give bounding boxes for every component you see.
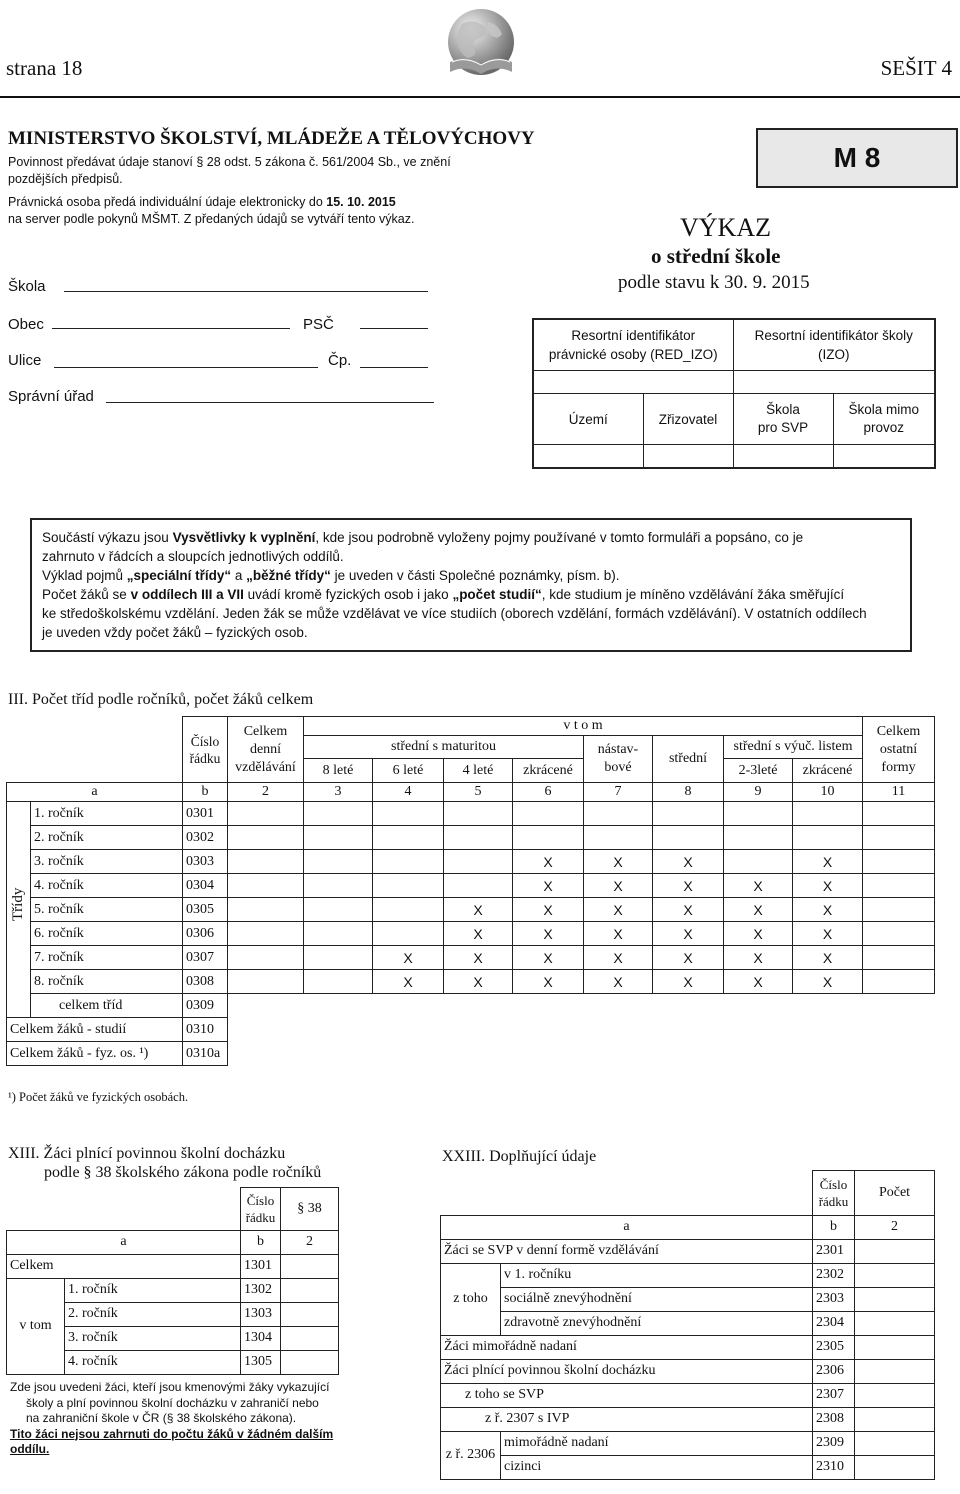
deadline-date: 15. 10. 2015	[326, 195, 396, 209]
crossed-cell: X	[653, 850, 724, 874]
ministry-line2: pozdějších předpisů.	[8, 172, 123, 186]
input-cell[interactable]	[373, 874, 444, 898]
blank-cell	[373, 1018, 444, 1042]
s23-r2308-label: z ř. 2307 s IVP	[441, 1407, 813, 1431]
crossed-cell: X	[513, 850, 584, 874]
skola-label: Škola	[8, 278, 46, 295]
blank-cell	[793, 1018, 863, 1042]
crossed-cell: X	[724, 922, 793, 946]
input-cell[interactable]	[863, 922, 935, 946]
crossed-cell: X	[584, 922, 653, 946]
blank-cell	[304, 994, 373, 1018]
blank-cell	[724, 1018, 793, 1042]
s3-letter-4: 4	[373, 783, 444, 802]
obec-field[interactable]	[52, 328, 290, 329]
crossed-cell: X	[444, 898, 513, 922]
psc-field[interactable]	[360, 328, 428, 329]
red-izo-label: Resortní identifikátor právnické osoby (RED_IZO)	[533, 319, 733, 371]
input-cell[interactable]	[281, 1350, 339, 1374]
header-rule	[0, 96, 960, 98]
crossed-cell: X	[584, 970, 653, 994]
input-cell[interactable]	[281, 1278, 339, 1302]
crossed-cell: X	[793, 898, 863, 922]
blank-cell	[444, 994, 513, 1018]
form-code-box	[756, 128, 958, 188]
crossed-cell: X	[373, 970, 444, 994]
blank-cell	[584, 994, 653, 1018]
s23-r2305-label: Žáci mimořádně nadaní	[441, 1335, 813, 1359]
blank-cell	[513, 1042, 584, 1066]
blank-cell	[228, 1018, 304, 1042]
s3-letter-11: 11	[863, 783, 935, 802]
mimo-provoz-input[interactable]	[833, 445, 935, 469]
uzemi-label: Území	[533, 394, 643, 445]
table-row	[7, 1018, 935, 1042]
s13-note-1: Zde jsou uvedeni žáci, kteří jsou kmenovými žáky vykazující	[10, 1380, 330, 1394]
s23-r2305-code: 2305	[813, 1335, 855, 1359]
blank-cell	[228, 994, 304, 1018]
s3-letter-2: 2	[228, 783, 304, 802]
volume-label: SEŠIT 4	[880, 56, 952, 80]
psc-label: PSČ	[303, 316, 334, 333]
blank-cell	[724, 1042, 793, 1066]
blank-cell	[513, 994, 584, 1018]
s3-h-maturita: střední s maturitou	[304, 736, 584, 759]
s23-zr2306: z ř. 2306	[441, 1431, 501, 1479]
section13-table	[6, 1187, 339, 1375]
crossed-cell: X	[724, 970, 793, 994]
table-row	[7, 898, 935, 922]
input-cell[interactable]	[863, 826, 935, 850]
input-cell[interactable]	[513, 826, 584, 850]
row-label: 8. ročník	[31, 970, 183, 994]
input-cell[interactable]	[724, 850, 793, 874]
crossed-cell: X	[793, 922, 863, 946]
blank-cell	[304, 1018, 373, 1042]
row-code: 1304	[241, 1326, 281, 1350]
s3-letter-10: 10	[793, 783, 863, 802]
s23-r2303-code: 2303	[813, 1287, 855, 1311]
ulice-label: Ulice	[8, 352, 42, 369]
row-label: celkem tříd	[31, 994, 183, 1018]
s23-r2303-label: sociálně znevýhodnění	[501, 1287, 813, 1311]
s23-r2306-label: Žáci plnící povinnou školní docházku	[441, 1359, 813, 1383]
table-row	[7, 1278, 339, 1302]
vykaz-subtitle: o střední škole	[651, 244, 781, 268]
table-row	[7, 922, 935, 946]
note-paragraph-3b: ke středoškolskému vzdělání. Jeden žák se může vzdělávat ve více studiích (oborech vzdělání, formách vzdělávání). V ostatních oddílech	[42, 606, 867, 621]
table-row	[7, 874, 935, 898]
blank-cell	[584, 1042, 653, 1066]
s13-corner	[7, 1188, 241, 1231]
s3-h-zkracene: zkrácené	[513, 759, 584, 783]
row-label: 3. ročník	[31, 850, 183, 874]
s13-note-5: oddílu.	[10, 1442, 50, 1456]
input-cell[interactable]	[373, 898, 444, 922]
s23-r2306-value[interactable]	[855, 1359, 935, 1383]
row-code: 0309	[183, 994, 228, 1018]
row-label: Celkem žáků - studií	[7, 1018, 183, 1042]
s23-letter-2: 2	[855, 1215, 935, 1239]
identifier-table	[532, 318, 936, 469]
s23-r2309-code: 2309	[813, 1431, 855, 1455]
cp-label: Čp.	[328, 352, 352, 369]
input-cell[interactable]	[304, 898, 373, 922]
row-code: 0307	[183, 946, 228, 970]
vykaz-title: VÝKAZ	[680, 213, 771, 242]
row-label: 3. ročník	[65, 1326, 241, 1350]
input-cell[interactable]	[444, 850, 513, 874]
crossed-cell: X	[793, 850, 863, 874]
s23-r2302-label: v 1. ročníku	[501, 1263, 813, 1287]
s23-r2304-value[interactable]	[855, 1311, 935, 1335]
note-paragraph-3: Počet žáků se v oddílech III a VII uvádí kromě fyzických osob i jako „počet studií“, kde studium je míněno vzdělávání žáka směřující	[42, 587, 845, 602]
section3-footnote: ¹) Počet žáků ve fyzických osobách.	[8, 1090, 189, 1104]
s23-h-cislo: Číslo řádku	[813, 1171, 855, 1216]
form-code: M 8	[833, 142, 881, 173]
row-label: 5. ročník	[31, 898, 183, 922]
crossed-cell: X	[793, 946, 863, 970]
s3-letter-7: 7	[584, 783, 653, 802]
input-cell[interactable]	[281, 1302, 339, 1326]
ministry-line1: Povinnost předávat údaje stanoví § 28 odst. 5 zákona č. 561/2004 Sb., ve znění	[8, 155, 451, 169]
table-row	[7, 946, 935, 970]
blank-cell	[863, 994, 935, 1018]
row-code: 1302	[241, 1278, 281, 1302]
svp-input[interactable]	[733, 445, 833, 469]
row-label: 2. ročník	[65, 1302, 241, 1326]
crossed-cell: X	[653, 874, 724, 898]
tridy-label	[7, 802, 31, 1018]
crossed-cell: X	[724, 874, 793, 898]
note-paragraph-1: Součástí výkazu jsou Vysvětlivky k vyplnění, kde jsou podrobně vyloženy pojmy používané v tomto formuláři a popsáno, co je	[42, 530, 804, 545]
crossed-cell: X	[444, 970, 513, 994]
s3-h-cislo: Číslo řádku	[183, 717, 228, 783]
input-cell[interactable]	[724, 826, 793, 850]
ulice-field[interactable]	[54, 367, 318, 368]
s3-h-celkem: Celkem denní vzdělávání	[228, 717, 304, 783]
input-cell[interactable]	[373, 802, 444, 826]
input-cell[interactable]	[304, 826, 373, 850]
s3-letter-b: b	[183, 783, 228, 802]
input-cell[interactable]	[724, 802, 793, 826]
input-cell[interactable]	[304, 946, 373, 970]
table-row	[7, 850, 935, 874]
input-cell[interactable]	[228, 946, 304, 970]
s23-r2307-value[interactable]	[855, 1383, 935, 1407]
row-label: 7. ročník	[31, 946, 183, 970]
row-code: 1305	[241, 1350, 281, 1374]
crossed-cell: X	[584, 874, 653, 898]
red-izo-input[interactable]	[533, 371, 733, 394]
blank-cell	[653, 1042, 724, 1066]
input-cell[interactable]	[584, 802, 653, 826]
input-cell[interactable]	[863, 874, 935, 898]
row-label: 4. ročník	[65, 1350, 241, 1374]
ministry-line4: na server podle pokynů MŠMT. Z předaných údajů se vytváří tento výkaz.	[8, 212, 415, 226]
s13-note-2: školy a plní povinnou školní docházku v zahraničí nebo	[26, 1395, 319, 1410]
input-cell[interactable]	[863, 946, 935, 970]
s13-h-38: § 38	[281, 1188, 339, 1231]
crossed-cell: X	[373, 946, 444, 970]
svp-label: Škola pro SVP	[733, 394, 833, 445]
crossed-cell: X	[444, 946, 513, 970]
s3-h-nastavbove: nástav-bové	[584, 736, 653, 783]
input-cell[interactable]	[304, 802, 373, 826]
section3-corner	[7, 717, 183, 783]
s23-r2310-code: 2310	[813, 1455, 855, 1479]
s13-vtom: v tom	[7, 1278, 65, 1374]
input-cell[interactable]	[863, 898, 935, 922]
blank-cell	[863, 1042, 935, 1066]
blank-cell	[444, 1042, 513, 1066]
izo-input[interactable]	[733, 371, 935, 394]
input-cell[interactable]	[373, 850, 444, 874]
skola-field[interactable]	[64, 291, 428, 292]
uzemi-input[interactable]	[533, 445, 643, 469]
input-cell[interactable]	[228, 898, 304, 922]
crossed-cell: X	[793, 970, 863, 994]
cp-field[interactable]	[360, 367, 428, 368]
blank-cell	[228, 1042, 304, 1066]
section3-table	[6, 716, 935, 1066]
s13-letter-b: b	[241, 1230, 281, 1254]
section13-note	[10, 1380, 333, 1458]
input-cell[interactable]	[228, 802, 304, 826]
row-label: 2. ročník	[31, 826, 183, 850]
row-code: 0302	[183, 826, 228, 850]
input-cell[interactable]	[228, 826, 304, 850]
s23-r2304-code: 2304	[813, 1311, 855, 1335]
input-cell[interactable]	[863, 970, 935, 994]
crossed-cell: X	[653, 898, 724, 922]
input-cell[interactable]	[653, 826, 724, 850]
blank-cell	[793, 1042, 863, 1066]
s13-celkem-code: 1301	[241, 1254, 281, 1278]
input-cell[interactable]	[793, 826, 863, 850]
crossed-cell: X	[584, 898, 653, 922]
spravni-urad-field[interactable]	[106, 402, 434, 403]
s23-letter-a: a	[441, 1215, 813, 1239]
s3-letter-a: a	[7, 783, 183, 802]
s13-celkem-value[interactable]	[281, 1254, 339, 1278]
input-cell[interactable]	[863, 850, 935, 874]
crossed-cell: X	[724, 946, 793, 970]
s3-h-stredni: střední	[653, 736, 724, 783]
section23-title: XXIII. Doplňující údaje	[442, 1148, 597, 1165]
blank-cell	[304, 1042, 373, 1066]
crossed-cell: X	[724, 898, 793, 922]
s23-r2301-value[interactable]	[855, 1239, 935, 1263]
row-code: 0308	[183, 970, 228, 994]
table-row	[7, 970, 935, 994]
crossed-cell: X	[513, 970, 584, 994]
input-cell[interactable]	[793, 802, 863, 826]
s3-h-4: 4 leté	[444, 759, 513, 783]
blank-cell	[863, 1018, 935, 1042]
crossed-cell: X	[653, 970, 724, 994]
row-label: 1. ročník	[65, 1278, 241, 1302]
s3-letter-6: 6	[513, 783, 584, 802]
input-cell[interactable]	[373, 826, 444, 850]
s23-r2307-label: z toho se SVP	[441, 1383, 813, 1407]
s23-r2309-value[interactable]	[855, 1431, 935, 1455]
note-paragraph-3c: je uveden vždy počet žáků – fyzických osob.	[42, 625, 308, 640]
s23-r2301-code: 2301	[813, 1239, 855, 1263]
row-label: 6. ročník	[31, 922, 183, 946]
s3-h-6: 6 leté	[373, 759, 444, 783]
row-code: 0303	[183, 850, 228, 874]
table-row	[7, 802, 935, 826]
s23-r2303-value[interactable]	[855, 1287, 935, 1311]
blank-cell	[653, 994, 724, 1018]
blank-cell	[584, 1018, 653, 1042]
s23-r2306-code: 2306	[813, 1359, 855, 1383]
s23-r2304-label: zdravotně znevýhodnění	[501, 1311, 813, 1335]
section23-table	[440, 1170, 935, 1480]
row-label: 4. ročník	[31, 874, 183, 898]
page-number: strana 18	[6, 56, 83, 80]
s23-r2302-value[interactable]	[855, 1263, 935, 1287]
s23-r2308-code: 2308	[813, 1407, 855, 1431]
s3-h-23: 2-3leté	[724, 759, 793, 783]
spravni-urad-label: Správní úřad	[8, 388, 94, 405]
s3-letter-8: 8	[653, 783, 724, 802]
s23-r2310-label: cizinci	[501, 1455, 813, 1479]
blank-cell	[724, 994, 793, 1018]
crossed-cell: X	[584, 946, 653, 970]
input-cell[interactable]	[228, 970, 304, 994]
input-cell[interactable]	[584, 826, 653, 850]
row-code: 0301	[183, 802, 228, 826]
obec-label: Obec	[8, 316, 44, 333]
input-cell[interactable]	[444, 802, 513, 826]
row-code: 1303	[241, 1302, 281, 1326]
blank-cell	[373, 994, 444, 1018]
tridy-text: Třídy	[10, 887, 26, 921]
blank-cell	[444, 1018, 513, 1042]
zrizovatel-label: Zřizovatel	[643, 394, 733, 445]
s3-h-vtom: v t o m	[304, 717, 863, 736]
input-cell[interactable]	[444, 874, 513, 898]
s23-corner	[441, 1171, 813, 1216]
input-cell[interactable]	[444, 826, 513, 850]
row-code: 0310	[183, 1018, 228, 1042]
globe-book-logo	[440, 4, 522, 86]
crossed-cell: X	[513, 922, 584, 946]
s3-letter-3: 3	[304, 783, 373, 802]
crossed-cell: X	[513, 874, 584, 898]
s3-h-zkracene2: zkrácené	[793, 759, 863, 783]
row-code: 0310a	[183, 1042, 228, 1066]
s23-r2309-label: mimořádně nadaní	[501, 1431, 813, 1455]
s23-r2305-value[interactable]	[855, 1335, 935, 1359]
input-cell[interactable]	[304, 922, 373, 946]
s13-h-cislo: Číslo řádku	[241, 1188, 281, 1231]
crossed-cell: X	[513, 946, 584, 970]
vykaz-date: podle stavu k 30. 9. 2015	[618, 272, 810, 293]
table-row	[7, 1042, 935, 1066]
s13-letter-a: a	[7, 1230, 241, 1254]
s3-h-ostatni: Celkem ostatní formy	[863, 717, 935, 783]
crossed-cell: X	[513, 898, 584, 922]
row-code: 0305	[183, 898, 228, 922]
s23-h-pocet: Počet	[855, 1171, 935, 1216]
s3-letter-5: 5	[444, 783, 513, 802]
section3-title: III. Počet tříd podle ročníků, počet žáků celkem	[8, 691, 314, 708]
s3-h-vyuc: střední s výuč. listem	[724, 736, 863, 759]
table-row	[7, 994, 935, 1018]
ministry-line3	[8, 195, 396, 209]
note-paragraph-1b: zahrnuto v řádcích a sloupcích jednotlivých oddílů.	[42, 549, 344, 564]
input-cell[interactable]	[228, 922, 304, 946]
s3-h-8: 8 leté	[304, 759, 373, 783]
s23-r2310-value[interactable]	[855, 1455, 935, 1479]
s23-r2307-code: 2307	[813, 1383, 855, 1407]
s3-column-letters	[7, 783, 935, 802]
input-cell[interactable]	[228, 874, 304, 898]
ministry-title: MINISTERSTVO ŠKOLSTVÍ, MLÁDEŽE A TĚLOVÝCHOVY	[8, 128, 535, 149]
s23-letter-b: b	[813, 1215, 855, 1239]
crossed-cell: X	[793, 874, 863, 898]
row-code: 0306	[183, 922, 228, 946]
input-cell[interactable]	[228, 850, 304, 874]
section13-title1: XIII. Žáci plnící povinnou školní docházku	[8, 1145, 286, 1162]
input-cell[interactable]	[513, 802, 584, 826]
s23-r2302-code: 2302	[813, 1263, 855, 1287]
zrizovatel-input[interactable]	[643, 445, 733, 469]
s13-letter-2: 2	[281, 1230, 339, 1254]
mimo-provoz-label: Škola mimo provoz	[833, 394, 935, 445]
blank-cell	[513, 1018, 584, 1042]
blank-cell	[793, 994, 863, 1018]
input-cell[interactable]	[281, 1326, 339, 1350]
s13-note-4: Tito žáci nejsou zahrnuti do počtu žáků v žádném dalším	[10, 1426, 334, 1441]
ministry-line3-text: Právnická osoba předá individuální údaje elektronicky do	[8, 195, 327, 209]
blank-cell	[653, 1018, 724, 1042]
notes-box	[30, 518, 912, 652]
row-label: Celkem žáků - fyz. os. ¹)	[7, 1042, 183, 1066]
input-cell[interactable]	[863, 802, 935, 826]
crossed-cell: X	[653, 946, 724, 970]
input-cell[interactable]	[304, 970, 373, 994]
s23-r2301-label: Žáci se SVP v denní formě vzdělávání	[441, 1239, 813, 1263]
input-cell[interactable]	[304, 850, 373, 874]
s3-letter-9: 9	[724, 783, 793, 802]
note-paragraph-2: Výklad pojmů „speciální třídy“ a „běžné třídy“ je uveden v části Společné poznámky, písm. b).	[42, 568, 620, 583]
input-cell[interactable]	[304, 874, 373, 898]
s13-note-3: na zahraniční škole v ČR (§ 38 školského zákona).	[26, 1411, 297, 1425]
blank-cell	[373, 1042, 444, 1066]
crossed-cell: X	[444, 922, 513, 946]
s23-ztoho: z toho	[441, 1263, 501, 1335]
crossed-cell: X	[584, 850, 653, 874]
izo-label: Resortní identifikátor školy (IZO)	[733, 319, 935, 371]
s23-r2308-value[interactable]	[855, 1407, 935, 1431]
table-row	[7, 826, 935, 850]
input-cell[interactable]	[373, 922, 444, 946]
input-cell[interactable]	[653, 802, 724, 826]
crossed-cell: X	[653, 922, 724, 946]
row-code: 0304	[183, 874, 228, 898]
s13-celkem-label: Celkem	[7, 1254, 241, 1278]
row-label: 1. ročník	[31, 802, 183, 826]
section13-title2: podle § 38 školského zákona podle ročníků	[44, 1164, 322, 1181]
